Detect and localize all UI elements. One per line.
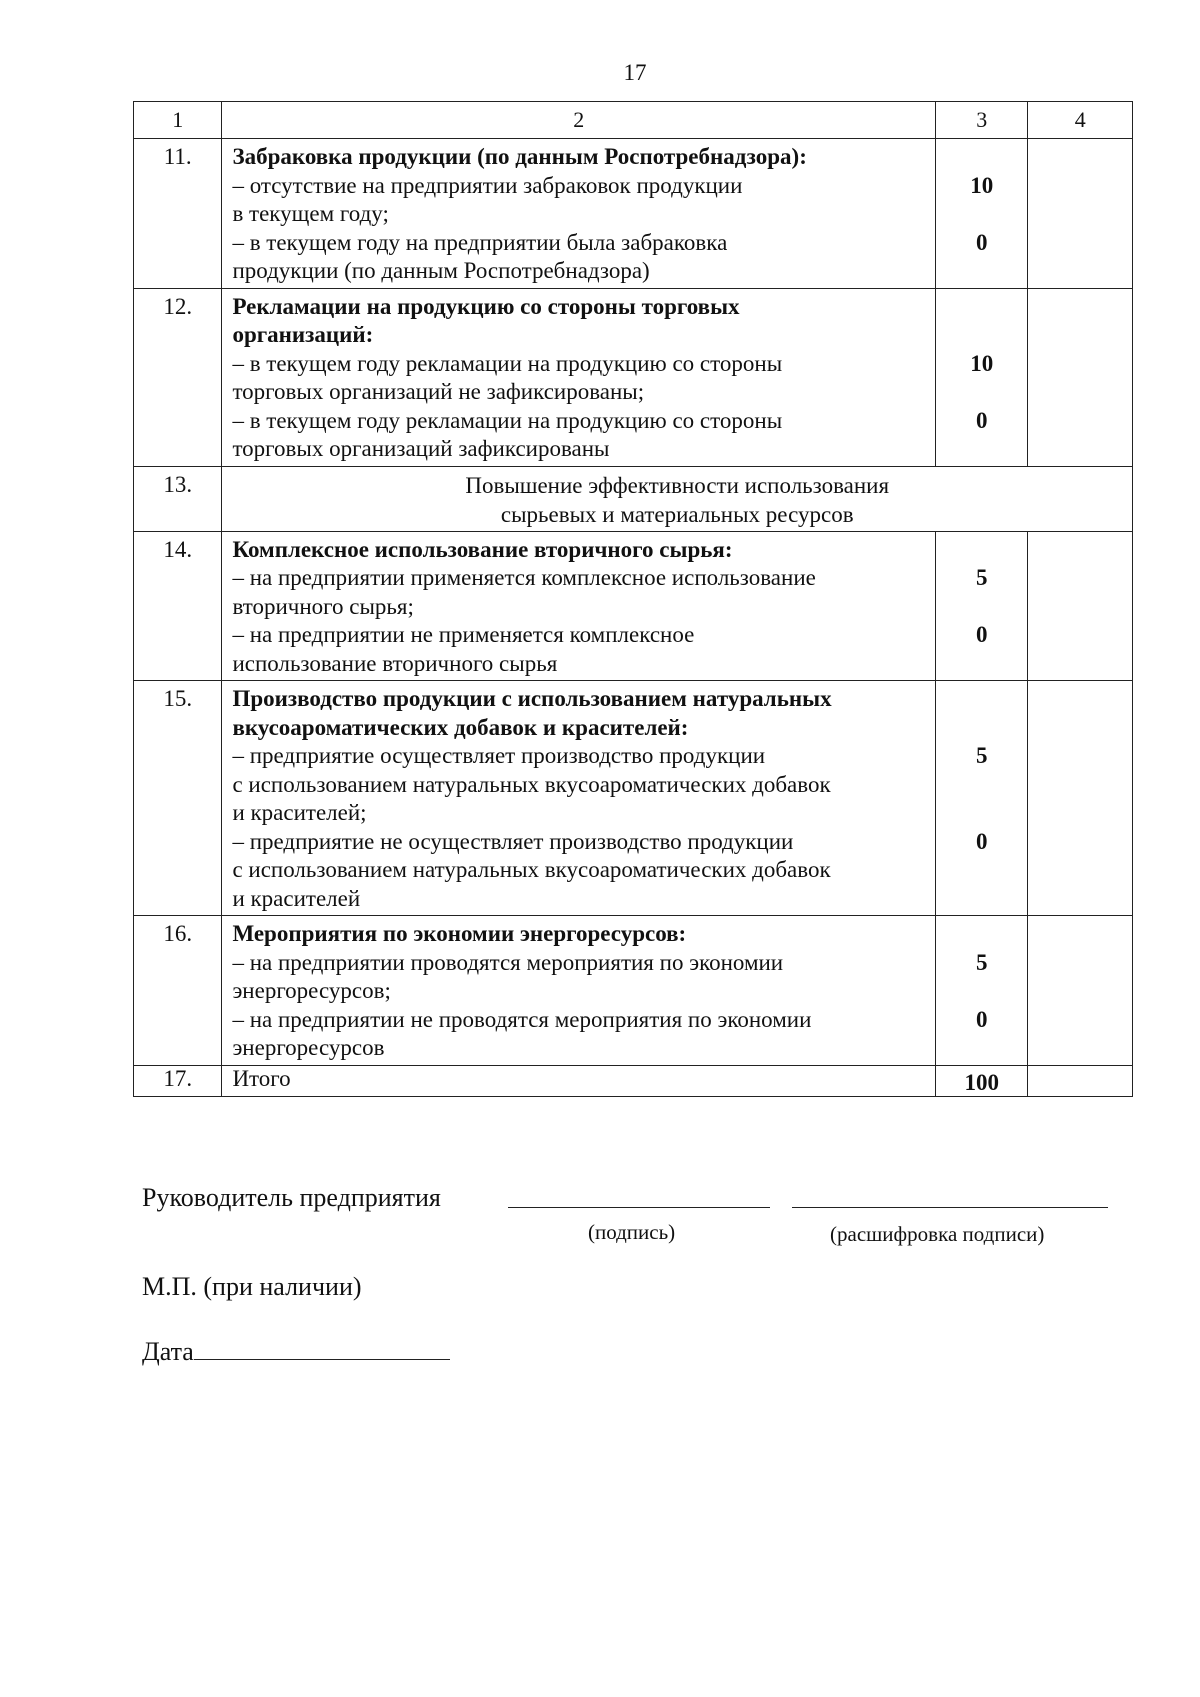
row-number: 15. — [134, 681, 222, 916]
column-header-4: 4 — [1028, 102, 1133, 139]
criterion-cell — [222, 288, 936, 466]
total-label: Итого — [222, 1065, 936, 1096]
option-text: – предприятие не осуществляет производство продукции — [232, 828, 794, 854]
points-value: 0 — [975, 622, 988, 647]
criterion-cell — [222, 681, 936, 916]
score-table — [133, 101, 1133, 1097]
points-value: 0 — [975, 229, 988, 255]
table-row — [134, 531, 1133, 681]
criterion-cell — [222, 139, 936, 289]
option-text: – в текущем году рекламации на продукцию со стороны — [232, 350, 783, 376]
option-text: в текущем году; — [232, 201, 389, 226]
score-cell — [1028, 531, 1133, 681]
row-number: 11. — [134, 139, 222, 289]
points-value: 10 — [970, 172, 994, 198]
option-text: торговых организаций зафиксированы — [232, 436, 610, 461]
page-number: 17 — [623, 60, 647, 85]
signature-lead: Руководитель предприятия — [142, 1183, 441, 1212]
points-value: 0 — [975, 828, 988, 854]
table-row — [134, 139, 1133, 289]
table-header-row — [134, 102, 1133, 139]
option-text: – в текущем году на предприятии была забраковка — [232, 229, 728, 255]
points-cell — [936, 916, 1028, 1066]
column-header-3: 3 — [936, 102, 1028, 139]
score-cell — [1028, 681, 1133, 916]
criterion-heading: организаций: — [232, 322, 374, 347]
signature-line — [508, 1207, 770, 1208]
table-row — [134, 916, 1133, 1066]
criterion-heading: вкусоароматических добавок и красителей: — [232, 714, 689, 740]
option-text: и красителей — [232, 885, 361, 911]
table-row — [134, 288, 1133, 466]
option-text: – отсутствие на предприятии забраковок продукции — [232, 172, 743, 198]
option-text: с использованием натуральных вкусоароматических добавок — [232, 857, 831, 882]
column-header-1: 1 — [134, 102, 222, 139]
points-value: 0 — [975, 1006, 988, 1032]
points-value: 5 — [975, 565, 988, 590]
option-text: – на предприятии не проводятся мероприятия по экономии — [232, 1006, 812, 1032]
criterion-heading: Мероприятия по экономии энергоресурсов: — [232, 921, 687, 946]
points-cell — [936, 531, 1028, 681]
points-value: 5 — [975, 949, 988, 975]
points-cell — [936, 139, 1028, 289]
points-value: 0 — [975, 407, 988, 433]
option-text: торговых организаций не зафиксированы; — [232, 379, 645, 404]
section-heading: Повышение эффективности использования сырьевых и материальных ресурсов — [222, 466, 1133, 531]
criterion-heading: Комплексное использование вторичного сырья: — [232, 536, 733, 562]
option-text: – на предприятии проводятся мероприятия по экономии — [232, 949, 784, 975]
row-number: 17. — [134, 1065, 222, 1096]
column-header-2: 2 — [222, 102, 936, 139]
criterion-heading: Производство продукции с использованием натуральных — [232, 686, 832, 711]
option-text: – предприятие осуществляет производство продукции — [232, 743, 766, 768]
option-text: продукции (по данным Роспотребнадзора) — [232, 258, 650, 283]
score-cell — [1028, 139, 1133, 289]
points-value: 10 — [970, 350, 994, 376]
option-text: использование вторичного сырья — [232, 650, 558, 676]
criterion-cell — [222, 916, 936, 1066]
total-points: 100 — [936, 1065, 1028, 1096]
row-number: 12. — [134, 288, 222, 466]
date-label: Дата — [142, 1337, 194, 1366]
points-value: 5 — [975, 743, 988, 768]
points-cell — [936, 681, 1028, 916]
criterion-heading: Забраковка продукции (по данным Роспотребнадзора): — [232, 144, 807, 169]
score-cell — [1028, 916, 1133, 1066]
signature-caption: (подпись) — [588, 1220, 676, 1244]
criterion-heading: Рекламации на продукцию со стороны торговых — [232, 293, 740, 319]
option-text: энергоресурсов — [232, 1035, 385, 1060]
score-cell — [1028, 1065, 1133, 1096]
row-number: 14. — [134, 531, 222, 681]
date-field — [142, 1335, 450, 1367]
points-cell — [936, 288, 1028, 466]
table-row — [134, 681, 1133, 916]
table-row — [134, 1065, 1133, 1096]
option-text: с использованием натуральных вкусоароматических добавок — [232, 771, 831, 797]
row-number: 16. — [134, 916, 222, 1066]
signature-decoding-caption: (расшифровка подписи) — [830, 1222, 1045, 1246]
signature-decoding-line — [792, 1207, 1108, 1208]
option-text: энергоресурсов; — [232, 978, 391, 1003]
option-text: вторичного сырья; — [232, 593, 414, 619]
option-text: – в текущем году рекламации на продукцию со стороны — [232, 407, 783, 433]
score-cell — [1028, 288, 1133, 466]
criterion-cell — [222, 531, 936, 681]
option-text: – на предприятии не применяется комплексное — [232, 622, 695, 647]
row-number: 13. — [134, 466, 222, 531]
seal-label: М.П. (при наличии) — [142, 1272, 362, 1301]
option-text: – на предприятии применяется комплексное использование — [232, 565, 816, 590]
date-line — [194, 1335, 450, 1360]
table-row — [134, 466, 1133, 531]
option-text: и красителей; — [232, 800, 367, 825]
